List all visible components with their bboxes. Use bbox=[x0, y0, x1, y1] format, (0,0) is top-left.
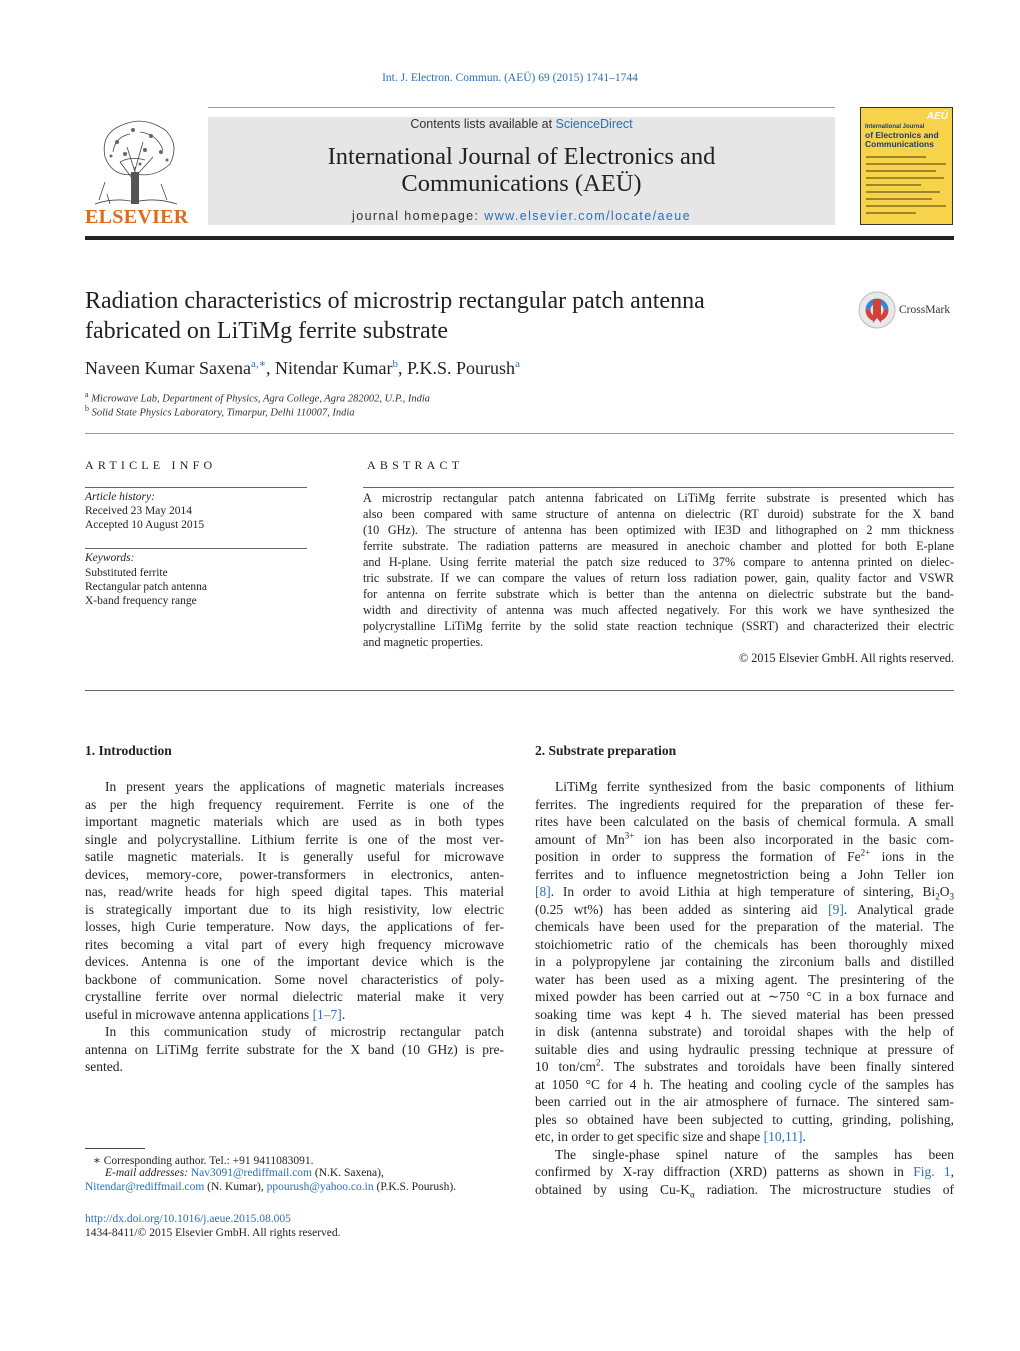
cover-line bbox=[866, 170, 936, 172]
divider bbox=[85, 690, 954, 691]
body-line bbox=[535, 1181, 954, 1199]
affiliation-marker: a bbox=[85, 390, 89, 399]
cover-line bbox=[866, 191, 940, 193]
superscript: 3+ bbox=[624, 830, 635, 840]
section-heading-introduction: 1. Introduction bbox=[85, 743, 172, 758]
author-list bbox=[85, 357, 520, 379]
cover-line bbox=[866, 184, 921, 186]
body-line: in disk (antenna substrate) and toroidal shapes with the help of bbox=[535, 1024, 954, 1039]
abstract-line: and magnetic properties. bbox=[363, 635, 484, 649]
journal-title-line-2: Communications (AEÜ) bbox=[401, 170, 642, 197]
abstract-line: for antenna on ferrite substrate which is better than the antenna on dielectric substrate but the band- bbox=[363, 587, 954, 601]
body-line: antenna on LiTiMg ferrite substrate for the X band (10 GHz) is pre- bbox=[85, 1041, 504, 1057]
body-text: position in order to suppress the formation of Fe bbox=[535, 849, 861, 864]
body-line: at 1050 °C for 4 h. The heating and cooling cycle of the samples has bbox=[535, 1076, 954, 1092]
body-line: satile magnetic materials. It is generally useful for microwave bbox=[85, 849, 504, 864]
reference-link[interactable]: [1–7] bbox=[312, 1006, 342, 1022]
body-text: O bbox=[939, 884, 950, 899]
issn-copyright: 1434-8411/© 2015 Elsevier GmbH. All rights reserved. bbox=[85, 1227, 341, 1239]
crossmark-label[interactable]: CrossMark bbox=[899, 304, 951, 316]
body-line: been carried out in the air atmosphere of furnace. The sintered sam- bbox=[535, 1094, 954, 1109]
keyword: Substituted ferrite bbox=[85, 567, 168, 579]
abstract-copyright: © 2015 Elsevier GmbH. All rights reserved. bbox=[738, 651, 954, 665]
cover-line bbox=[866, 212, 916, 214]
body-line: important magnetic materials which are used as in both types bbox=[85, 814, 504, 829]
author-affiliation-marker[interactable]: b bbox=[392, 358, 399, 370]
header-rule bbox=[85, 236, 954, 240]
body-line bbox=[535, 848, 954, 866]
header-top-divider bbox=[208, 107, 835, 108]
body-line: in a polypropylene jar containing the zirconium balls and distilled bbox=[535, 954, 954, 969]
sciencedirect-link[interactable]: ScienceDirect bbox=[555, 117, 633, 131]
introduction-text bbox=[85, 778, 504, 1076]
affiliation-a bbox=[85, 390, 430, 405]
footnote-rule bbox=[85, 1148, 145, 1149]
author-affiliation-marker[interactable]: a bbox=[515, 358, 520, 370]
cover-line bbox=[866, 205, 946, 207]
body-line bbox=[535, 883, 954, 901]
divider bbox=[85, 433, 954, 434]
homepage-link[interactable]: www.elsevier.com/locate/aeue bbox=[484, 209, 691, 223]
cover-line bbox=[866, 163, 946, 165]
body-line: stoichiometric ratio of the chemicals has been thoroughly mixed bbox=[535, 936, 954, 952]
journal-homepage bbox=[208, 209, 835, 223]
abstract-line: polycrystalline LiTiMg ferrite by the solid state reaction technique (SSRT) and characterized their electric bbox=[363, 619, 954, 633]
keywords-label: Keywords: bbox=[85, 552, 135, 564]
body-line bbox=[85, 1006, 504, 1024]
body-text: radiation. The microstructure studies of bbox=[694, 1181, 954, 1197]
accepted-date: Accepted 10 August 2015 bbox=[85, 519, 205, 531]
subscript: 2 bbox=[935, 891, 940, 902]
author-name[interactable]: P.K.S. Pourush bbox=[407, 358, 516, 378]
abstract-line: width and directivity of antenna was much affected negatively. For this work we have synthesized the bbox=[363, 603, 954, 617]
article-history-label: Article history: bbox=[85, 491, 155, 503]
cover-title-2: of Electronics and bbox=[865, 130, 939, 140]
affiliation-marker: b bbox=[85, 404, 89, 413]
body-text: useful in microwave antenna applications bbox=[85, 1006, 313, 1022]
abstract-text bbox=[363, 490, 954, 650]
body-line: In present years the applications of magnetic materials increases bbox=[105, 779, 504, 794]
body-text: , bbox=[950, 1164, 955, 1179]
reference-link[interactable]: [9] bbox=[828, 901, 844, 917]
abstract-heading: ABSTRACT bbox=[367, 458, 464, 472]
contents-line bbox=[208, 117, 835, 131]
body-line: ferrites and to influence megnetostriction being a John Teller ion bbox=[535, 866, 954, 882]
author-name[interactable]: Nitendar Kumar bbox=[275, 358, 393, 378]
body-text: . bbox=[341, 1006, 346, 1022]
section-heading-substrate-preparation: 2. Substrate preparation bbox=[535, 743, 677, 758]
author-separator: , bbox=[398, 358, 408, 378]
body-line bbox=[535, 831, 954, 849]
body-text: (0.25 wt%) has been added as sintering aid bbox=[535, 901, 829, 917]
body-text: . Analytical grade bbox=[843, 901, 954, 917]
body-text: etc, in order to get specific size and shape bbox=[535, 1129, 764, 1144]
body-text: ions in the bbox=[870, 849, 955, 864]
superscript: 2 bbox=[596, 1057, 601, 1068]
article-title-line-2: fabricated on LiTiMg ferrite substrate bbox=[85, 318, 449, 344]
divider bbox=[85, 548, 307, 549]
email-owner: (N.K. Saxena), bbox=[312, 1167, 384, 1179]
corresponding-author-note: ∗ Corresponding author. Tel.: +91 9411083091. bbox=[93, 1155, 314, 1167]
cover-line bbox=[866, 177, 944, 179]
journal-title bbox=[208, 143, 835, 197]
body-line: soaking time was kept 4 h. The sieved material has been pressed bbox=[535, 1006, 954, 1022]
abstract-line: (10 GHz). The structure of antenna has been optimized with IE3D and lithographed on 2 mm thickness bbox=[363, 523, 954, 537]
body-line: losses, high Curie temperature. Now days, the applications of fer- bbox=[85, 919, 504, 934]
affiliation-text: Microwave Lab, Department of Physics, Agra College, Agra 282002, U.P., India bbox=[91, 393, 430, 405]
body-line: as per the high frequency requirement. Ferrite is one of the bbox=[85, 796, 504, 812]
abstract-line: and H-plane. Using ferrite material the patch size reduced to 37% compare to antenna printed on dielec- bbox=[363, 555, 954, 569]
journal-cover-thumbnail[interactable] bbox=[860, 107, 953, 225]
body-line bbox=[535, 1163, 954, 1181]
body-line: rites becoming a vital part of every high frequency microwave bbox=[85, 936, 504, 952]
body-line: water has been used as a mixing agent. The presintering of the bbox=[535, 971, 954, 987]
body-line: crystalline ferrite over normal dielectric material make it very bbox=[85, 989, 504, 1004]
abstract-line: ferrite substrate. The radiation patterns are measured in anechoic chamber and plotted for both E-plane bbox=[363, 539, 954, 553]
body-line: single and polycrystalline. Lithium ferrite is one of the most ver- bbox=[85, 831, 504, 847]
body-line: devices, memory-core, power-transformers in electronics, anten- bbox=[85, 866, 504, 882]
body-text: . The substrates and toroidals have been finally sintered bbox=[600, 1059, 954, 1074]
body-text: . bbox=[802, 1129, 806, 1144]
email-link[interactable]: Nitendar@rediffmail.com bbox=[85, 1181, 205, 1193]
article-info-heading: ARTICLE INFO bbox=[85, 458, 217, 472]
author-separator: , bbox=[266, 358, 276, 378]
body-line: is strategically important due to its high resistivity, low electric bbox=[85, 901, 504, 917]
body-line bbox=[535, 1128, 954, 1146]
body-text: . In order to avoid Lithia at high temperature of sintering, Bi bbox=[550, 884, 936, 899]
body-line: ples so obtained have been subjected to cutting, grinding, polishing, bbox=[535, 1111, 954, 1127]
body-text: obtained by using Cu-K bbox=[535, 1181, 691, 1197]
abstract-line: also been compared with same structure of antenna on dielectric (RT duroid) substrate for the X band bbox=[363, 507, 954, 521]
article-title bbox=[85, 286, 825, 346]
reference-link[interactable]: [8] bbox=[535, 884, 551, 899]
cover-title bbox=[865, 124, 949, 149]
reference-link[interactable]: [10,11] bbox=[763, 1129, 803, 1144]
figure-link[interactable]: Fig. 1 bbox=[913, 1164, 951, 1179]
author-affiliation-marker[interactable]: a,∗ bbox=[250, 358, 267, 370]
affiliation-text: Solid State Physics Laboratory, Timarpur, Delhi 110007, India bbox=[91, 407, 355, 419]
keyword: Rectangular patch antenna bbox=[85, 581, 207, 593]
body-line bbox=[535, 901, 954, 919]
email-owner: (N. Kumar), bbox=[204, 1181, 267, 1193]
subscript: α bbox=[690, 1189, 695, 1200]
contents-prefix: Contents lists available at bbox=[410, 117, 556, 131]
homepage-prefix: journal homepage: bbox=[352, 209, 485, 223]
body-text: amount of Mn bbox=[535, 831, 625, 847]
email-link[interactable]: ppourush@yahoo.co.in bbox=[266, 1181, 374, 1193]
journal-title-line-1: International Journal of Electronics and bbox=[327, 143, 716, 170]
body-line: nas, read/write heads for high speed digital tapes. This material bbox=[85, 884, 504, 899]
divider bbox=[363, 487, 954, 488]
received-date: Received 23 May 2014 bbox=[85, 505, 192, 517]
abstract-line: A microstrip rectangular patch antenna fabricated on LiTiMg ferrite substrate is presented which has bbox=[363, 491, 954, 505]
cover-abbreviation: AEÜ bbox=[926, 111, 948, 122]
body-line: The single-phase spinel nature of the samples has been bbox=[555, 1146, 954, 1162]
superscript: 2+ bbox=[860, 847, 871, 858]
body-text: confirmed by X-ray diffraction (XRD) patterns as shown in bbox=[535, 1164, 914, 1179]
body-line: LiTiMg ferrite synthesized from the basic components of lithium bbox=[555, 779, 954, 794]
abstract-line: tric substrate. If we can compare the values of return loss radiation power, gain, quality factor and VSWR bbox=[363, 571, 954, 585]
divider bbox=[85, 487, 307, 488]
body-line: ferrites. The ingredients required for the preparation of these fer- bbox=[535, 796, 954, 812]
affiliation-b bbox=[85, 404, 355, 419]
subscript: 3 bbox=[949, 891, 954, 902]
cover-line bbox=[866, 198, 932, 200]
body-line: mixed powder has been carried out at ∼750 °C in a box furnace and bbox=[535, 989, 954, 1004]
substrate-preparation-text bbox=[535, 778, 954, 1198]
body-line: sented. bbox=[85, 1059, 123, 1074]
body-line bbox=[535, 1058, 954, 1076]
article-title-line-1: Radiation characteristics of microstrip rectangular patch antenna bbox=[85, 288, 705, 314]
body-line: suitable dies and using hydraulic pressing technique at pressure of bbox=[535, 1041, 954, 1057]
body-line: backbone of communication. Some novel characteristics of poly- bbox=[85, 971, 504, 987]
body-line: In this communication study of microstrip rectangular patch bbox=[105, 1024, 504, 1039]
cover-title-3: Communications bbox=[865, 139, 934, 149]
body-text: ion has been also incorporated in the basic com- bbox=[634, 831, 955, 847]
email-owner: (P.K.S. Pourush). bbox=[373, 1181, 457, 1193]
cover-line bbox=[866, 156, 926, 158]
author-name[interactable]: Naveen Kumar Saxena bbox=[85, 358, 251, 378]
body-line: chemicals have been used for the preparation of the material. The bbox=[535, 919, 954, 934]
journal-reference[interactable]: Int. J. Electron. Commun. (AEÜ) 69 (2015) 1741–1744 bbox=[382, 72, 638, 84]
body-text: 10 ton/cm bbox=[535, 1059, 597, 1074]
email-link[interactable]: Nav3091@rediffmail.com bbox=[190, 1167, 313, 1179]
email-label: E-mail addresses: bbox=[105, 1167, 191, 1179]
elsevier-wordmark[interactable]: ELSEVIER bbox=[85, 206, 189, 228]
body-line: rites have been calculated on the basis of chemical formula. A small bbox=[535, 814, 954, 829]
email-addresses bbox=[105, 1167, 384, 1179]
body-line: devices. Antenna is one of the important device which is the bbox=[85, 954, 504, 969]
doi-link[interactable]: http://dx.doi.org/10.1016/j.aeue.2015.08.005 bbox=[85, 1213, 291, 1225]
cover-title-1: International Journal bbox=[865, 124, 925, 130]
keyword: X-band frequency range bbox=[85, 595, 197, 607]
email-addresses-continued bbox=[85, 1181, 456, 1193]
